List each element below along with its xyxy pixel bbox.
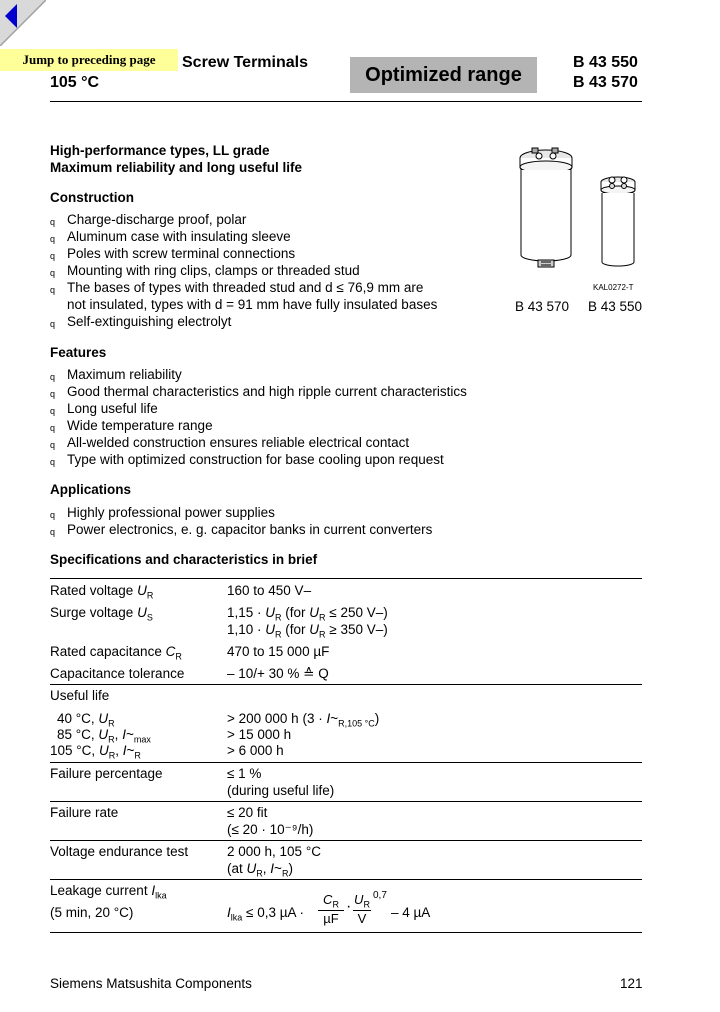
spec-condition: 85 °C, $U_R$, $I\sim_{max}$ [57,727,151,745]
leakage-formula: $I_{lka} \le 0,3$ µA · [227,905,304,923]
construction-heading: Construction [50,190,134,205]
spec-label: Rated capacitance $C_R$ [50,644,182,662]
table-rule [50,801,642,802]
formula-dot: · [346,898,352,915]
spec-condition: 40 °C, $U_R$ [57,711,115,729]
spec-label: Leakage current $I_{lka}$ [50,883,167,901]
formula-exponent: 0,7 [373,890,387,901]
formula-fraction-1: $C_R$ µF [318,892,344,926]
spec-condition: 105 °C, $U_R$, $I\sim_R$ [50,743,141,761]
spec-value: ≤ 20 fit [227,805,268,820]
jump-to-preceding-page-link[interactable]: Jump to preceding page [0,49,178,71]
optimized-range-badge: Optimized range [350,57,537,93]
capacitor-large-icon [520,148,572,267]
table-rule [50,879,642,880]
leakage-formula-tail: – 4 µA [391,905,431,920]
spec-value: $1,10 \cdot U_R$ (for $U_R \ge 350$ V–) [227,622,388,640]
back-triangle-icon[interactable] [0,0,46,46]
list-item: q All-welded construction ensures reliable electrical contact [50,435,410,450]
table-rule [50,578,642,579]
applications-heading: Applications [50,482,132,497]
table-rule [50,840,642,841]
spec-condition: (5 min, 20 °C) [50,905,134,920]
spec-label: Voltage endurance test [50,844,189,859]
figure-label-large: B 43 570 [515,299,570,314]
spec-value: > 6 000 h [227,743,284,758]
list-item: q Self-extinguishing electrolyt [50,314,232,329]
list-item: q Aluminum case with insulating sleeve [50,229,291,244]
spec-value: > 15 000 h [227,727,292,742]
spec-value: 2 000 h, 105 °C [227,844,321,859]
spec-value: > 200 000 h $(3 \cdot I\sim_{R,105 ^\circ C})$ [227,711,380,729]
figure-reference: KAL0272-T [593,283,634,292]
spec-label: Failure rate [50,805,119,820]
spec-value: $1,15 \cdot U_R$ (for $U_R \le 250$ V–) [227,605,388,623]
capacitor-illustration [508,140,648,282]
page-number: 121 [620,976,643,991]
series-title: Screw Terminals [182,54,308,71]
spec-value: (≤ 20 · 10⁻⁹/h) [227,822,314,837]
spec-value: 160 to 450 V– [227,583,312,598]
figure-label-small: B 43 550 [588,299,643,314]
spec-label: Capacitance tolerance [50,666,185,681]
list-item: q Charge-discharge proof, polar [50,212,247,227]
list-item: q The bases of types with threaded stud and d ≤ 76,9 mm are [50,280,424,295]
part-code-1: B 43 550 [573,54,638,71]
temperature-rating: 105 °C [50,74,100,91]
part-code-2: B 43 570 [573,74,638,91]
table-rule [50,684,642,685]
list-item-continuation: not insulated, types with d = 91 mm have fully insulated bases [67,297,438,312]
list-item: q Type with optimized construction for base cooling upon request [50,452,444,467]
spec-value: 470 to 15 000 µF [227,644,330,659]
header-rule [50,101,642,102]
list-item: q Highly professional power supplies [50,505,275,520]
spec-value: ≤ 1 % [227,766,262,781]
formula-fraction-2: $U_R$ V [354,892,370,926]
spec-value: – 10/+ 30 % ≙ Q [227,666,329,681]
list-item: q Power electronics, e. g. capacitor banks in current converters [50,522,433,537]
spec-label: Useful life [50,688,110,703]
specs-heading: Specifications and characteristics in brief [50,552,318,567]
intro-line-2: Maximum reliability and long useful life [50,160,303,175]
footer-company: Siemens Matsushita Components [50,976,252,991]
list-item: q Poles with screw terminal connections [50,246,296,261]
features-heading: Features [50,345,107,360]
list-item: q Mounting with ring clips, clamps or threaded stud [50,263,360,278]
list-item: q Good thermal characteristics and high ripple current characteristics [50,384,467,399]
list-item: q Wide temperature range [50,418,213,433]
spec-value: (during useful life) [227,783,335,798]
list-item: q Long useful life [50,401,158,416]
intro-line-1: High-performance types, LL grade [50,143,270,158]
table-rule [50,932,642,933]
list-item: q Maximum reliability [50,367,182,382]
spec-label: Rated voltage $U_R$ [50,583,154,601]
spec-label: Surge voltage $U_S$ [50,605,153,623]
capacitor-small-icon [601,177,635,266]
table-rule [50,762,642,763]
spec-label: Failure percentage [50,766,163,781]
spec-value: (at $U_R$, $I\sim_R$) [227,861,293,879]
